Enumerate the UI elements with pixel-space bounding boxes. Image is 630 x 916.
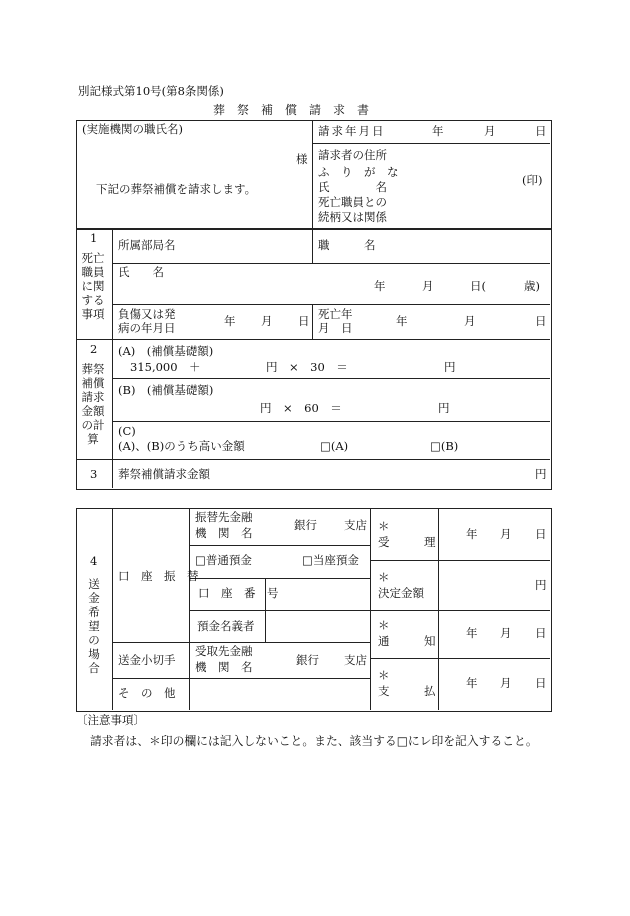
date-tsuki: 月 (484, 124, 496, 138)
payment-hi: 日 (535, 676, 547, 690)
section-2-heading: 葬祭補償請求金額の計算 (81, 362, 105, 446)
calc-a-result: 円 (444, 360, 456, 374)
decided-yen: 円 (535, 578, 547, 592)
furigana-label: ふ り が な (318, 165, 399, 179)
calc-c-option-a[interactable]: □(A) (320, 439, 349, 453)
notice-hi: 日 (535, 626, 547, 640)
relation-label-1: 死亡職員との (318, 195, 387, 209)
request-text: 下記の葬祭補償を請求します。 (96, 182, 257, 196)
payment-label: 支 払 (378, 684, 436, 698)
calc-c-text: (A)、(B)のうち高い金額 (118, 439, 245, 453)
injury-nen: 年 (224, 314, 236, 328)
calc-b-label: (B) (補償基礎額) (118, 383, 214, 397)
date-hi: 日 (535, 124, 547, 138)
name-label: 氏 名 (318, 180, 387, 194)
request-date-label: 請求年月日 (318, 124, 386, 138)
recv-bank-label-1: 受取先金融 (195, 644, 253, 658)
transfer-label: 口 座 振 替 (118, 569, 199, 583)
sama-label: 様 (296, 152, 308, 166)
section-4-heading: 送金希望の場合 (88, 577, 100, 675)
deceased-name-label: 氏 名 (118, 265, 164, 279)
injury-label-1: 負傷又は発 (118, 307, 176, 321)
position-label: 職 名 (318, 238, 376, 252)
dept-label: 所属部局名 (118, 238, 176, 252)
cheque-label: 送金小切手 (118, 653, 176, 667)
receipt-hi: 日 (535, 527, 547, 541)
calc-b-result: 円 (438, 401, 450, 415)
bank-label-2: 機 関 名 (195, 526, 253, 540)
section-2-number: 2 (90, 342, 98, 356)
birth-tsuki: 月 (422, 279, 434, 293)
section-1-number: 1 (90, 231, 98, 245)
injury-label-2: 病の年月日 (118, 321, 176, 335)
account-holder-label: 預金名義者 (197, 619, 255, 633)
receipt-star: ＊ (378, 519, 390, 533)
calc-a-formula: 円 × 30 ＝ (266, 360, 348, 374)
recv-bank-label-2: 機 関 名 (195, 660, 253, 674)
decided-star: ＊ (378, 570, 390, 584)
address-label: 請求者の住所 (318, 148, 387, 162)
calc-c-option-b[interactable]: □(B) (430, 439, 459, 453)
form-title: 葬 祭 補 償 請 求 書 (213, 103, 370, 117)
branch-suffix: 支店 (344, 518, 367, 532)
seal-mark: (印) (522, 173, 543, 187)
death-label-1: 死亡年 (318, 307, 353, 321)
decided-amount-label: 決定金額 (378, 586, 424, 600)
death-tsuki: 月 (464, 314, 476, 328)
death-nen: 年 (396, 314, 408, 328)
death-label-2: 月 日 (318, 321, 353, 335)
birth-nen: 年 (374, 279, 386, 293)
age-label: 歳) (524, 279, 540, 293)
calc-a-label: (A) (補償基礎額) (118, 344, 214, 358)
date-nen: 年 (432, 124, 444, 138)
death-hi: 日 (535, 314, 547, 328)
section-1-heading: 死亡職員に関する事項 (81, 251, 105, 321)
receipt-nen: 年 (466, 527, 478, 541)
calc-a-base: 315,000 ＋ (130, 360, 201, 374)
notes-text: 請求者は、＊印の欄には記入しないこと。また、該当する□にレ印を記入すること。 (90, 734, 538, 748)
agency-label: (実施機関の職氏名) (82, 122, 183, 136)
notes-heading: 〔注意事項〕 (76, 713, 145, 727)
relation-label-2: 続柄又は関係 (318, 210, 387, 224)
birth-hi: 日( (470, 279, 486, 293)
total-amount-label: 葬祭補償請求金額 (118, 467, 210, 481)
bank-suffix: 銀行 (294, 518, 317, 532)
recv-branch-suffix: 支店 (344, 653, 367, 667)
notice-star: ＊ (378, 618, 390, 632)
other-label: そ の 他 (118, 686, 176, 700)
account-number-label: 口 座 番 号 (198, 586, 279, 600)
top-table (76, 120, 552, 230)
calc-c-label: (C) (118, 424, 136, 438)
injury-hi: 日 (298, 314, 310, 328)
section-3-number: 3 (90, 467, 98, 481)
injury-tsuki: 月 (261, 314, 273, 328)
payment-nen: 年 (466, 676, 478, 690)
notice-nen: 年 (466, 626, 478, 640)
payment-tsuki: 月 (500, 676, 512, 690)
receipt-tsuki: 月 (500, 527, 512, 541)
bank-label-1: 振替先金融 (195, 510, 253, 524)
ordinary-deposit-checkbox[interactable]: □普通預金 (195, 553, 252, 567)
payment-star: ＊ (378, 668, 390, 682)
form-id: 別記様式第10号(第8条関係) (78, 84, 224, 98)
receipt-label: 受 理 (378, 535, 436, 549)
current-deposit-checkbox[interactable]: □当座預金 (302, 553, 359, 567)
recv-bank-suffix: 銀行 (296, 653, 319, 667)
notice-tsuki: 月 (500, 626, 512, 640)
notice-label: 通 知 (378, 634, 436, 648)
calc-b-formula: 円 × 60 ＝ (260, 401, 342, 415)
total-amount-yen: 円 (535, 467, 547, 481)
section-4-number: 4 (90, 554, 98, 568)
